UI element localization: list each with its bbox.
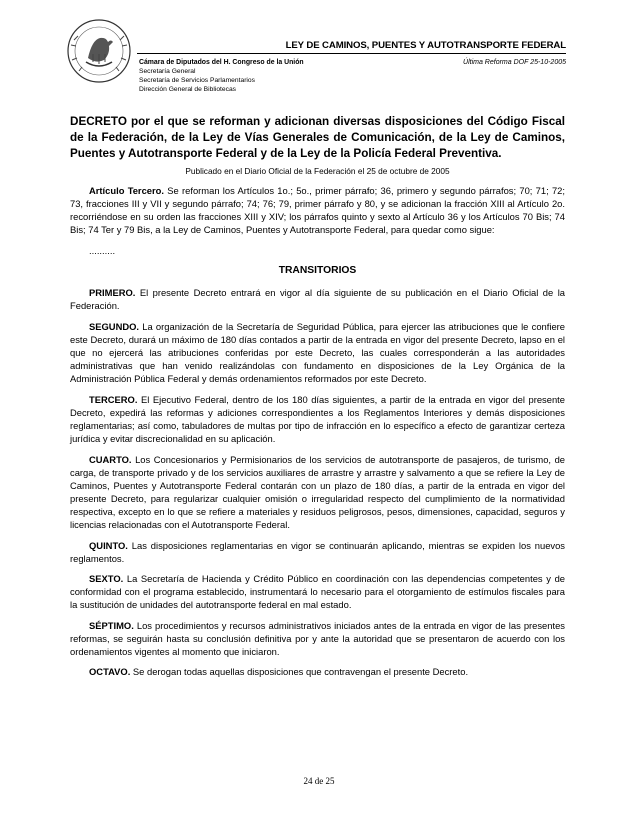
transitory-text: El presente Decreto entrará en vigor al día siguiente de su publicación en el Diario Oficial de la Federación. (70, 287, 565, 312)
coat-of-arms-seal (66, 18, 132, 84)
transitory-label: PRIMERO. (89, 287, 136, 299)
transitory-paragraph (70, 619, 565, 658)
article-paragraph (70, 184, 565, 236)
transitory-label: QUINTO. (89, 539, 128, 551)
section-heading: TRANSITORIOS (278, 265, 357, 277)
header-divider (137, 53, 566, 54)
institution-line: Secretaría de Servicios Parlamentarios (139, 77, 255, 84)
transitory-paragraph (70, 320, 565, 385)
decree-title: DECRETO por el que se reforman y adicionan diversas disposiciones del Código Fiscal de la Federación, de la Ley de Vías Generales de Comunicación, de la Ley de Caminos, Puentes y Autotransporte Federal y de la Ley de la Policía Federal Preventiva. (70, 115, 565, 160)
transitory-label: CUARTO. (89, 453, 132, 465)
transitory-text: Los procedimientos y recursos administrativos iniciados antes de la entrada en vigor de las presentes reformas, se seguirán hasta su conclusión definitiva por y ante la autoridad que se presentaron de acuerdo con los ordenamientos vigentes al momento que iniciaron. (70, 619, 565, 657)
transitory-text: Las disposiciones reglamentarias en vigor se continuarán aplicando, mientras se expiden los nuevos reglamentos. (70, 539, 565, 564)
transitory-label: SÉPTIMO. (89, 619, 134, 631)
institution-line: Secretaría General (139, 68, 196, 75)
transitory-text: Se derogan todas aquellas disposiciones que contravengan el presente Decreto. (130, 666, 469, 678)
last-reform-note: Última Reforma DOF 25-10-2005 (463, 59, 566, 66)
transitory-paragraph (70, 286, 565, 312)
publication-note: Publicado en el Diario Oficial de la Federación el 25 de octubre de 2005 (185, 166, 450, 176)
institution-line: Cámara de Diputados del H. Congreso de la Unión (139, 59, 304, 66)
transitory-paragraph (70, 572, 565, 611)
ellipsis: .......... (89, 244, 116, 256)
page-number: 24 de 25 (303, 776, 335, 786)
document-body (70, 184, 565, 686)
law-title: LEY DE CAMINOS, PUENTES Y AUTOTRANSPORTE FEDERAL (285, 40, 566, 51)
transitory-text: La Secretaría de Hacienda y Crédito Público en coordinación con las dependencias competentes y de conformidad con el programa establecido, instrumentará lo necesario para el otorgamiento de estímulos fiscales para la sustitución de unidades del autotransporte federal en mal estado. (70, 573, 565, 611)
transitory-paragraph (70, 393, 565, 445)
transitory-label: OCTAVO. (89, 666, 131, 678)
transitory-label: TERCERO. (89, 393, 138, 405)
transitory-paragraph (70, 665, 565, 678)
transitory-paragraph (70, 539, 565, 565)
article-text: Se reforman los Artículos 1o.; 5o., primer párrafo; 36, primero y segundo párrafos; 70; 71; 72; 73, fracciones III y VII y segundo párrafo; 74; 76; 79, primer párrafo y 80, y se adicionan la fracción XIII al Artículo 2o. recorriéndose en su orden las fracciones XIII y XIV; los párrafos quinto y sexto al Artículo 36 y los Artículos 70 Bis; 74 Bis; 74 Ter y 79 Bis, a la Ley de Caminos, Puentes y Autotransporte Federal, para quedar como sigue: (70, 185, 565, 236)
transitory-text: El Ejecutivo Federal, dentro de los 180 días siguientes, a partir de la entrada en vigor del presente Decreto, expedirá las reformas y adiciones correspondientes a los Reglamentos Interiores y demás disposiciones reglamentarias; así como, tabuladores de multas por tipo de infracción en lo específico a efecto de garantizar certeza jurídica y evitar discrecionalidad en su aplicación. (70, 393, 565, 445)
institution-line: Dirección General de Bibliotecas (139, 86, 237, 93)
transitory-label: SEXTO. (89, 573, 124, 585)
transitory-text: Los Concesionarios y Permisionarios de los servicios de autotransporte de pasajeros, de turismo, de carga, de transporte privado y de los servicios auxiliares de arrastre y arrastre y salvamento a que se refiere la Ley de Caminos, Puentes y Autotransporte Federal contarán con un plazo de 180 días, a partir de la entrada en vigor del presente Decreto, para regularizar cualquier omisión o irregularidad respecto del cumplimiento de la normatividad respectiva, excepto en lo que se refiere a materiales y residuos peligrosos, pesos, dimensiones, capacidad, seguros y licencias relacionadas con el Autotransporte Federal. (70, 453, 565, 531)
transitory-label: SEGUNDO. (89, 320, 140, 332)
article-label: Artículo Tercero. (89, 185, 164, 196)
institution-block (139, 58, 304, 94)
transitory-paragraph (70, 453, 565, 532)
transitory-text: La organización de la Secretaría de Seguridad Pública, para ejercer las atribuciones que le confiere este Decreto, durará un máximo de 180 días contados a partir de la entrada en vigor del presente Decreto, lapso en el que no ejercerá las atribuciones conferidas por este Decreto, las cuales corresponderán a las autoridades administrativas que han venido realizándolas con fundamento en disposiciones de la Ley Orgánica de la Administración Pública Federal y demás ordenamientos reformados por este Decreto. (70, 320, 565, 385)
